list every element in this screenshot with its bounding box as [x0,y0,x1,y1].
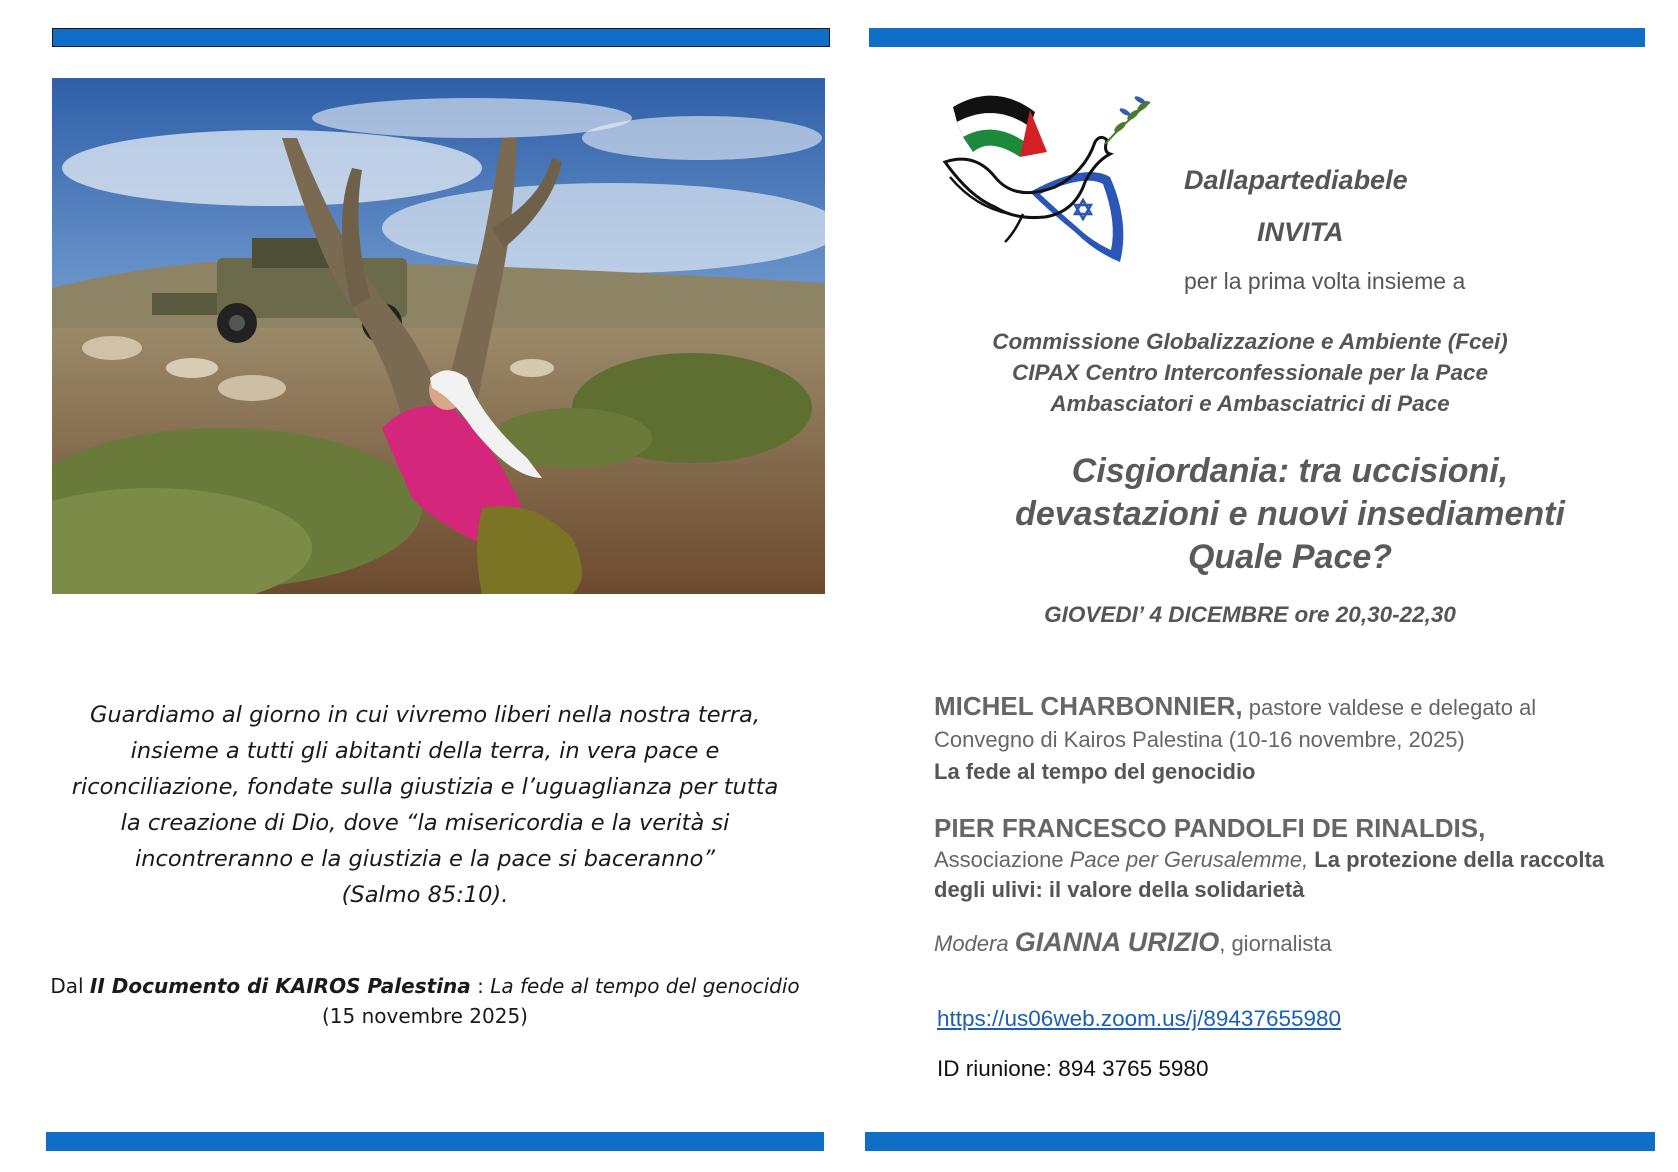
organizations-list [900,326,1600,419]
peace-dove-flags-icon [935,82,1155,272]
title-line: Quale Pace? [1187,538,1393,576]
title-line: Cisgiordania: tra uccisioni, [1071,452,1509,490]
organization-item: CIPAX Centro Interconfessionale per la Pace [1012,360,1488,385]
top-left-bar [52,28,830,47]
quote-line: Guardiamo al giorno in cui vivremo liberi nella nostra terra, [89,702,760,728]
zoom-link[interactable]: https://us06web.zoom.us/j/89437655980 [937,1006,1342,1031]
speaker-pandolfi [934,813,1654,905]
event-date: GIOVEDI’ 4 DICEMBRE ore 20,30-22,30 [1044,602,1456,627]
speaker-role: pastore valdese e delegato al [1242,695,1537,720]
source-prefix: Dal [50,974,90,998]
speaker-assoc: Associazione [934,847,1070,872]
speaker-name: PIER FRANCESCO PANDOLFI DE RINALDIS [934,813,1479,843]
photo-olive-tree-embrace-icon [52,78,825,594]
quote-line: riconciliazione, fondate sulla giustizia e l’uguaglianza per tutta [71,774,779,800]
moderator-role: , giornalista [1219,931,1332,956]
organization-item: Commissione Globalizzazione e Ambiente (Fcei) [992,329,1508,354]
quote-line: incontreranno e la giustizia e la pace si baceranno” [134,846,716,872]
quote-line: insieme a tutti gli abitanti della terra, in vera pace e [130,738,720,764]
organization-item: Ambasciatori e Ambasciatrici di Pace [1050,391,1450,416]
kairos-quote [50,697,800,913]
top-right-bar [869,28,1645,47]
speaker-assoc-name: Pace per Gerusalemme, [1069,847,1309,872]
source-date: (15 novembre 2025) [322,1004,528,1028]
title-line: devastazioni e nuovi insediamenti [1015,495,1565,533]
quote-source [50,971,800,1031]
speaker-charbonnier [934,690,1654,788]
inviter-name: Dallapartediabele [1184,165,1408,195]
logo [935,82,1155,272]
moderator-label: Modera [934,931,1015,956]
source-subtitle: La fede al tempo del genocidio [490,974,800,998]
event-title [900,450,1678,579]
moderator-name: GIANNA URIZIO [1014,927,1220,957]
meeting-id: ID riunione: 894 3765 5980 [937,1056,1209,1081]
bottom-right-bar [865,1132,1655,1151]
moderator [934,927,1332,958]
speaker-role-cont: Convegno di Kairos Palestina (10-16 novembre, 2025) [934,727,1465,752]
together-text: per la prima volta insieme a [1184,268,1466,294]
quote-line: la creazione di Dio, dove “la misericordia e la verità si [120,810,730,836]
speaker-name: MICHEL CHARBONNIER [934,691,1236,721]
bottom-left-bar [46,1132,824,1151]
invita-heading: INVITA [1257,217,1344,247]
source-document: II Documento di KAIROS Palestina [89,974,471,998]
speaker-talk: La protezione della raccolta degli ulivi: il valore della solidarietà [934,847,1605,902]
speaker-talk: La fede al tempo del genocidio [934,759,1256,784]
quote-line: (Salmo 85:10). [341,882,509,908]
source-separator: : [470,974,491,998]
speaker-comma: , [1235,691,1243,721]
photo [52,78,825,594]
speaker-comma: , [1478,813,1486,843]
